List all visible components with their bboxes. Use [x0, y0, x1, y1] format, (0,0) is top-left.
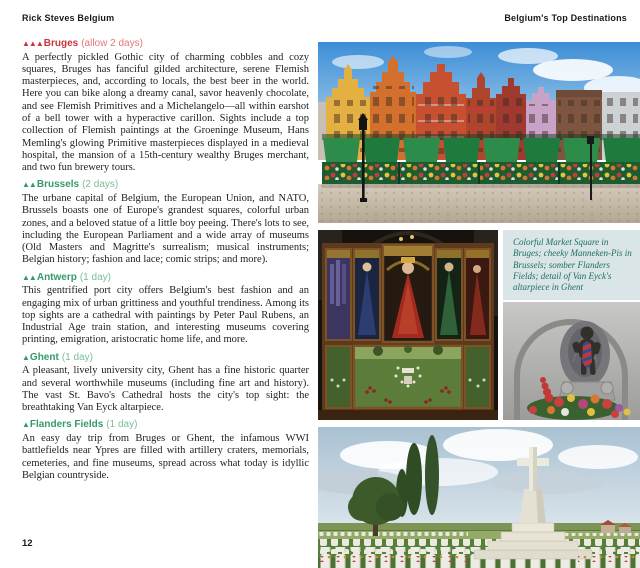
section-heading [22, 39, 309, 50]
rating-triangles-icon: ▲ [22, 352, 29, 362]
allow-days: (2 days) [82, 179, 119, 191]
altarpiece-upper-panels [326, 245, 490, 342]
section-heading [22, 420, 309, 431]
destination-name: Bruges [43, 38, 79, 49]
rating-triangles-icon: ▲▲ [22, 272, 36, 282]
destinations-text-column [22, 39, 309, 488]
section-brussels [22, 180, 309, 266]
rating-triangles-icon: ▲▲▲ [22, 39, 43, 48]
cemetery-illustration [318, 427, 640, 568]
running-head-chapter-title: Belgium's Top Destinations [504, 13, 627, 23]
photo-caption-text: Colorful Market Square in Bruges; cheeky Manneken-Pis in Brussels; somber Flanders Fields; detail of Van Eyck's altarpiece in Ghent [513, 237, 632, 293]
section-antwerp [22, 273, 309, 347]
section-flanders-fields [22, 420, 309, 482]
van-eyck-altarpiece-photo [318, 230, 498, 420]
market-stalls [322, 162, 640, 184]
allow-days: (allow 2 days) [81, 38, 143, 49]
page-number: 12 [22, 538, 33, 549]
destination-name: Brussels [36, 179, 80, 191]
destination-name: Flanders Fields [29, 419, 104, 431]
altarpiece-illustration [318, 230, 498, 420]
rating-triangles-icon: ▲ [22, 420, 29, 430]
allow-days: (1 day) [106, 419, 138, 431]
running-head-book-title: Rick Steves Belgium [22, 13, 115, 23]
manneken-pis-photo [503, 302, 640, 420]
photo-caption-box [503, 230, 640, 300]
market-square-illustration [318, 42, 640, 223]
altarpiece-lower-panels [326, 345, 490, 408]
destination-name: Ghent [29, 351, 59, 363]
manneken-pis-illustration [503, 302, 640, 420]
section-bruges [22, 39, 309, 174]
section-body: A perfectly pickled Gothic city of charming cobbles and cozy squares, Bruges has fanciful gilded architecture, serene Flemish masterpieces, and, according to locals, the best beer in the world. Here you can bike along a dreamy canal, savor heavenly chocolate, and see Flemish Primitives and a Michelangelo—all within earshot of a bell tower with a hyperactive carillon. Sights include a top collection of Flemish paintings at the Groeninge Museum, Hans Memling's glowing Primitive masterpieces displayed in a medieval hospital, the mansion of a 15th-century wealthy Bruges merchant, and two fun brewery tours. [22, 51, 309, 174]
section-heading [22, 180, 309, 191]
flanders-fields-cemetery-photo [318, 427, 640, 568]
section-body: An easy day trip from Bruges or Ghent, the infamous WWI battlefields near Ypres are filled with artillery craters, memorials, cemeteries, and fine museums, spread across what today is idyllic Belgian countryside. [22, 432, 309, 481]
section-ghent [22, 353, 309, 415]
allow-days: (1 day) [79, 271, 111, 283]
section-heading [22, 353, 309, 364]
bruges-market-square-photo [318, 42, 640, 223]
section-body: This gentrified port city offers Belgium's best fashion and an engaging mix of urban grittiness and youthful trendiness. Among its top sights are a cathedral with paintings by Peter Paul Rubens, an Industrial Age train station, and interesting museums covering printing, emigration, aristocratic home life, and more. [22, 285, 309, 346]
section-body: The urbane capital of Belgium, the European Union, and NATO, Brussels boasts one of Europe's grandest squares, colorful urban zones, and a beloved statue of a little boy peeing. There's lots to see, including the European Parliament and a wide array of museums (Old Masters and Magritte's surrealism; musical instruments; Belgian history; fashion and lace; comic strips; and more). [22, 192, 309, 266]
section-body: A pleasant, lively university city, Ghent has a fine historic quarter and several worthwhile museums (including fine art and history). The vast St. Bavo's Cathedral hosts the city's top sight: the breathtaking Van Eyck altarpiece. [22, 365, 309, 414]
allow-days: (1 day) [61, 351, 93, 363]
section-heading [22, 273, 309, 284]
destination-name: Antwerp [36, 271, 77, 283]
rating-triangles-icon: ▲▲ [22, 180, 36, 190]
